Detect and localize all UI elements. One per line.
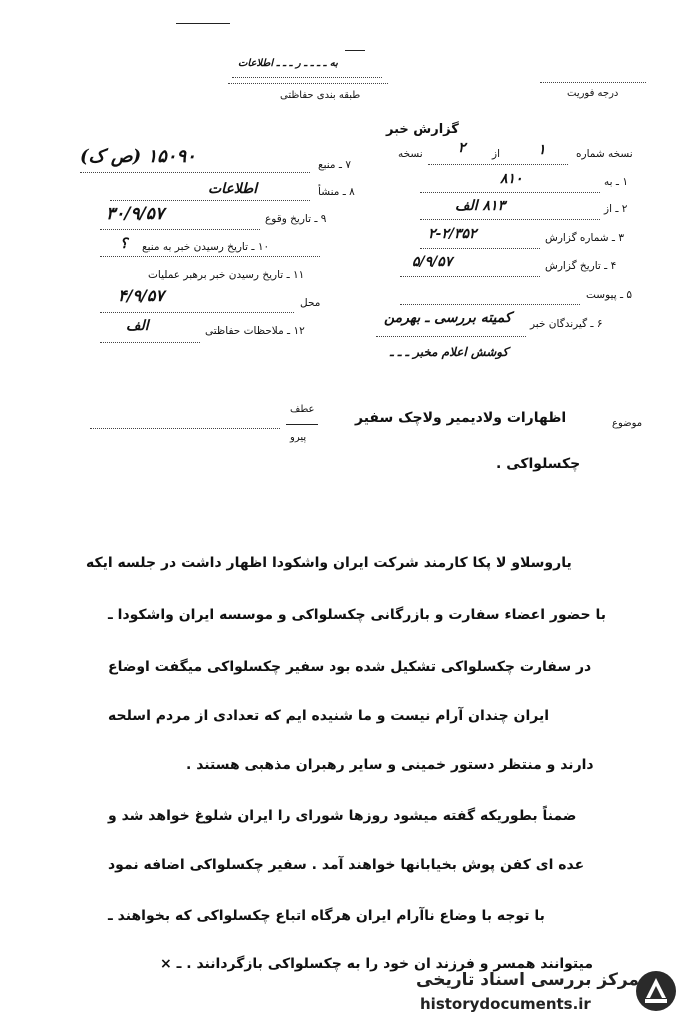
row-source-received-line: [100, 256, 320, 257]
body-line-8: با توجه با وضاع ناآرام ایران هرگاه اتباع چکسلواکی که بخواهند ـ: [108, 908, 545, 924]
copy-line: [428, 164, 568, 165]
row-report-date-line: [400, 276, 540, 277]
row-source-received-label: ۱۰ ـ تاریخ رسیدن خبر به منبع: [142, 241, 270, 253]
row-recipients-label: ۶ ـ گیرندگان خبر: [530, 318, 603, 330]
watermark-url: historydocuments.ir: [420, 995, 591, 1013]
copy-number-value: ۱: [538, 142, 546, 158]
body-line-9: میتوانند همسر و فرزند ان خود را به چکسلواکی بازگردانند . ـ ×: [160, 956, 594, 972]
copy-word-label: نسخه: [398, 148, 423, 160]
urgency-line: [540, 82, 646, 83]
row-origin-label: ۸ ـ منشأ: [318, 186, 355, 198]
classification-label: طبقه بندی حفاظتی: [280, 90, 361, 101]
row-from-label: ۲ ـ از: [604, 203, 628, 215]
row-origin-value: اطلاعات: [208, 181, 258, 197]
row-report-date-label: ۴ ـ تاریخ گزارش: [545, 260, 617, 272]
copy-number-label: نسخه شماره: [576, 148, 633, 160]
row-place-value: ۴/۹/۵۷: [118, 286, 165, 305]
subject-atf-label: عطف: [290, 404, 315, 415]
row-attachment-line: [400, 304, 580, 305]
body-line-6: ضمناً بطوریکه گفته میشود روزها شورای را ایران شلوغ خواهد شد و: [108, 808, 577, 824]
row-report-number-label: ۳ ـ شماره گزارش: [545, 232, 624, 244]
row-place-label: محل: [300, 297, 321, 309]
subject-atf-divider: [286, 424, 318, 425]
body-line-2: با حضور اعضاء سفارت و بازرگانی چکسلواکی و موسسه ایران واشکودا ـ: [108, 607, 606, 623]
body-line-5: دارند و منتظر دستور خمینی و سایر رهبران مذهبی هستند .: [186, 757, 594, 773]
header-scribble: به ـ ـ ـ ـ ر ـ ـ ـ اطلاعات: [238, 58, 338, 69]
urgency-label: درجه فوریت: [567, 88, 619, 99]
subject-peyro-label: پیرو: [290, 432, 307, 443]
row-source-value: ۱۵۰۹۰ (ص ک): [80, 146, 196, 167]
row-occurrence-date-line: [100, 229, 260, 230]
row-origin-line: [110, 200, 310, 201]
top-scratch-mark: [176, 23, 230, 24]
report-title: گزارش خبر: [386, 122, 459, 137]
subject-line2: چکسلواکی .: [496, 456, 581, 472]
row-recipients-value: کمیته بررسی ـ بهرمن: [384, 310, 512, 326]
subject-text: اظهارات ولادیمیر ولاچک سفیر: [355, 410, 567, 426]
row-occurrence-date-value: ۳۰/۹/۵۷: [106, 204, 165, 224]
row-security-notes-line: [100, 342, 200, 343]
row-security-notes-value: الف: [126, 318, 149, 334]
header-scribble-line: [232, 77, 382, 78]
row-from-line: [420, 219, 600, 220]
row-report-number-line: [420, 248, 540, 249]
row-source-label: ۷ ـ منبع: [318, 159, 351, 171]
body-line-4: ایران چندان آرام نیست و ما شنیده ایم که تعدادی از مردم اسلحه: [108, 708, 550, 724]
top-scratch-mark-2: [345, 50, 365, 51]
row-occurrence-date-label: ۹ ـ تاریخ وقوع: [265, 213, 327, 225]
classification-line: [228, 83, 388, 84]
copy-of-label: از: [492, 148, 500, 160]
row-attachment-label: ۵ ـ پیوست: [586, 289, 633, 301]
row-recipients-line: [376, 336, 526, 337]
watermark-title: مرکز بررسی اسناد تاریخی: [416, 970, 639, 990]
body-line-1: یاروسلاو لا پکا کارمند شرکت ایران واشکودا اظهار داشت در جلسه ایکه: [86, 555, 572, 571]
row-report-number-value: ۲-۲/۳۵۲: [428, 226, 477, 242]
row-recipients-value-2: کوشش اعلام مخبر ـ ـ ـ: [390, 345, 509, 359]
subject-label: موضوع: [612, 418, 643, 429]
row-source-received-value: ؟: [120, 236, 128, 252]
row-place-line: [100, 312, 294, 313]
row-ops-received-label: ۱۱ ـ تاریخ رسیدن خبر برهبر عملیات: [148, 269, 305, 281]
row-from-value: ۸۱۳ الف: [455, 198, 506, 214]
row-to-value: ۸۱۰: [500, 171, 523, 187]
row-to-label: ۱ ـ به: [604, 176, 628, 188]
subject-left-line: [90, 428, 280, 429]
copy-total-value: ۲: [458, 140, 466, 156]
body-line-7: عده ای کفن پوش بخیابانها خواهند آمد . سفیر چکسلواکی اضافه نمود: [108, 857, 585, 873]
row-security-notes-label: ۱۲ ـ ملاحظات حفاظتی: [205, 325, 305, 337]
row-report-date-value: ۵/۹/۵۷: [412, 254, 453, 270]
row-to-line: [420, 192, 600, 193]
body-line-3: در سفارت چکسلواکی تشکیل شده بود سفیر چکسلواکی میگفت اوضاع: [108, 659, 592, 675]
archive-logo-icon: [633, 968, 679, 1014]
row-source-line: [80, 172, 310, 173]
